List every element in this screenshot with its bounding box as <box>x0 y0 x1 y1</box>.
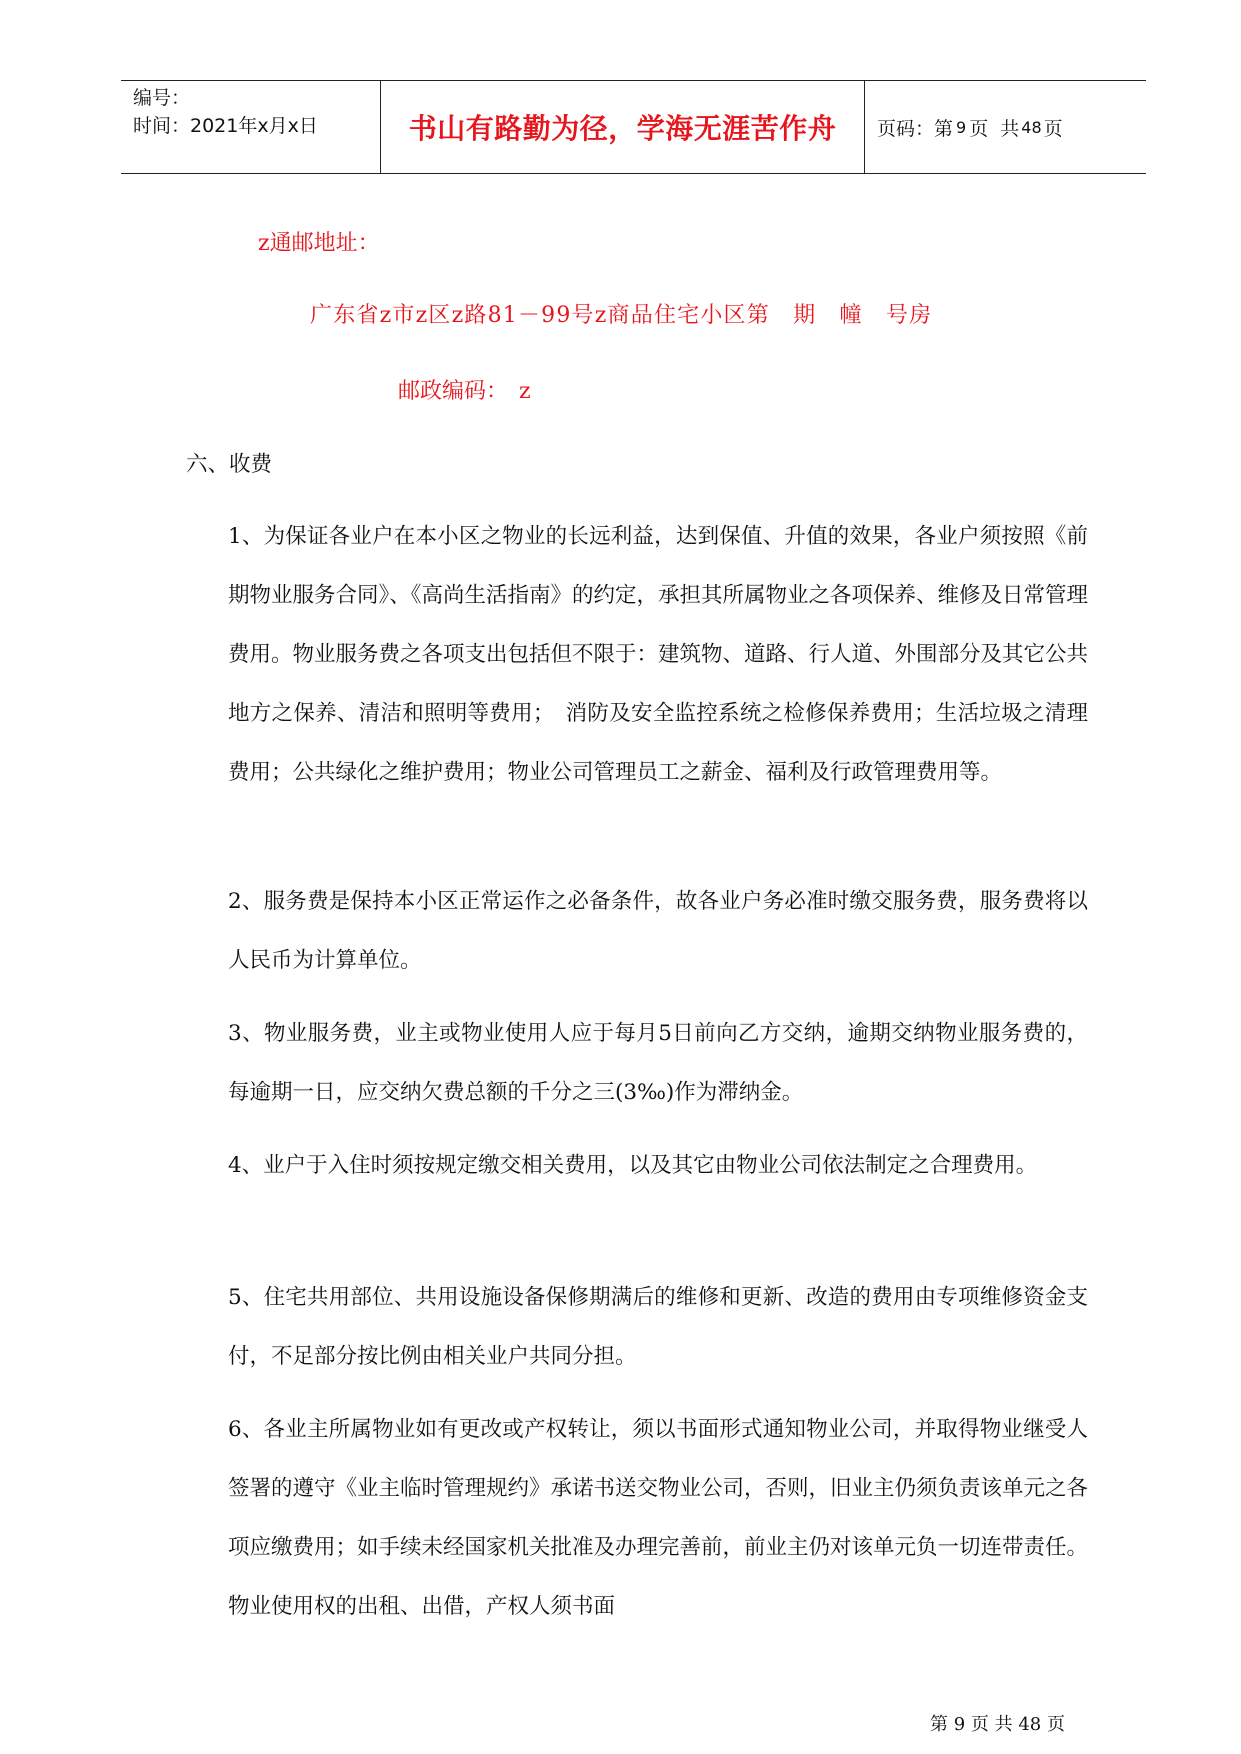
paragraph-4 <box>228 1136 1088 1195</box>
header-meta <box>121 81 381 173</box>
address-line: 广东省z市z区z路81－99号z商品住宅小区第 期 幢 号房 <box>310 303 933 328</box>
paragraph-6 <box>228 1400 1088 1636</box>
header-motto-cell <box>381 81 865 173</box>
paragraph-text: 1、为保证各业户在本小区之物业的长远利益，达到保值、升值的效果，各业户须按照《前期物业服务合同》、《高尚生活指南》的约定，承担其所属物业之各项保养、维修及日常管理费用。物业服务费之各项支出包括但不限于：建筑物、道路、行人道、外围部分及其它公共地方之保养、清洁和照明等费用； 消防及安全监控系统之检修保养费用；生活垃圾之清理费用；公共绿化之维护费用；物业公司管理员工之薪金、福利及行政管理费用等。 <box>228 524 1089 785</box>
paragraph-text: 4、业户于入住时须按规定缴交相关费用，以及其它由物业公司依法制定之合理费用。 <box>228 1153 1038 1178</box>
motto-text: 书山有路勤为径，学海无涯苦作舟 <box>408 112 837 145</box>
paragraph-text: 5、住宅共用部位、共用设施设备保修期满后的维修和更新、改造的费用由专项维修资金支付，不足部分按比例由相关业户共同分担。 <box>228 1285 1088 1369</box>
paragraph-1 <box>228 507 1088 802</box>
page-mid: 页 共 <box>969 117 1020 140</box>
paragraph-5 <box>228 1268 1088 1386</box>
page-number: 9 <box>956 117 967 137</box>
paragraph-text: 6、各业主所属物业如有更改或产权转让，须以书面形式通知物业公司，并取得物业继受人签署的遵守《业主临时管理规约》承诺书送交物业公司，否则，旧业主仍须负责该单元之各项应缴费用；如手续未经国家机关批准及办理完善前，前业主仍对该单元负一切连带责任。物业使用权的出租、出借，产权人须书面 <box>228 1417 1089 1619</box>
page-footer: 第 9 页 共 48 页 <box>930 1714 1065 1735</box>
mail-address-label: z通邮地址： <box>258 231 380 256</box>
page-header <box>121 80 1146 174</box>
header-page-info <box>865 81 1146 173</box>
time-label: 时间：2021年x月x日 <box>133 115 318 137</box>
paragraph-2 <box>228 872 1088 990</box>
postal-code-label: 邮政编码： z <box>398 379 531 404</box>
page-prefix: 页码：第 <box>877 117 954 140</box>
page-total: 48 <box>1021 117 1042 137</box>
paragraph-text: 2、服务费是保持本小区正常运作之必备条件，故各业户务必准时缴交服务费，服务费将以人民币为计算单位。 <box>228 889 1088 973</box>
paragraph-text: 3、物业服务费，业主或物业使用人应于每月5日前向乙方交纳，逾期交纳物业服务费的，每逾期一日，应交纳欠费总额的千分之三(3‰)作为滞纳金。 <box>228 1021 1088 1105</box>
section-title: 六、收费 <box>186 452 273 477</box>
page-suffix: 页 <box>1043 117 1063 140</box>
paragraph-3 <box>228 1004 1088 1122</box>
number-label: 编号： <box>133 87 191 109</box>
